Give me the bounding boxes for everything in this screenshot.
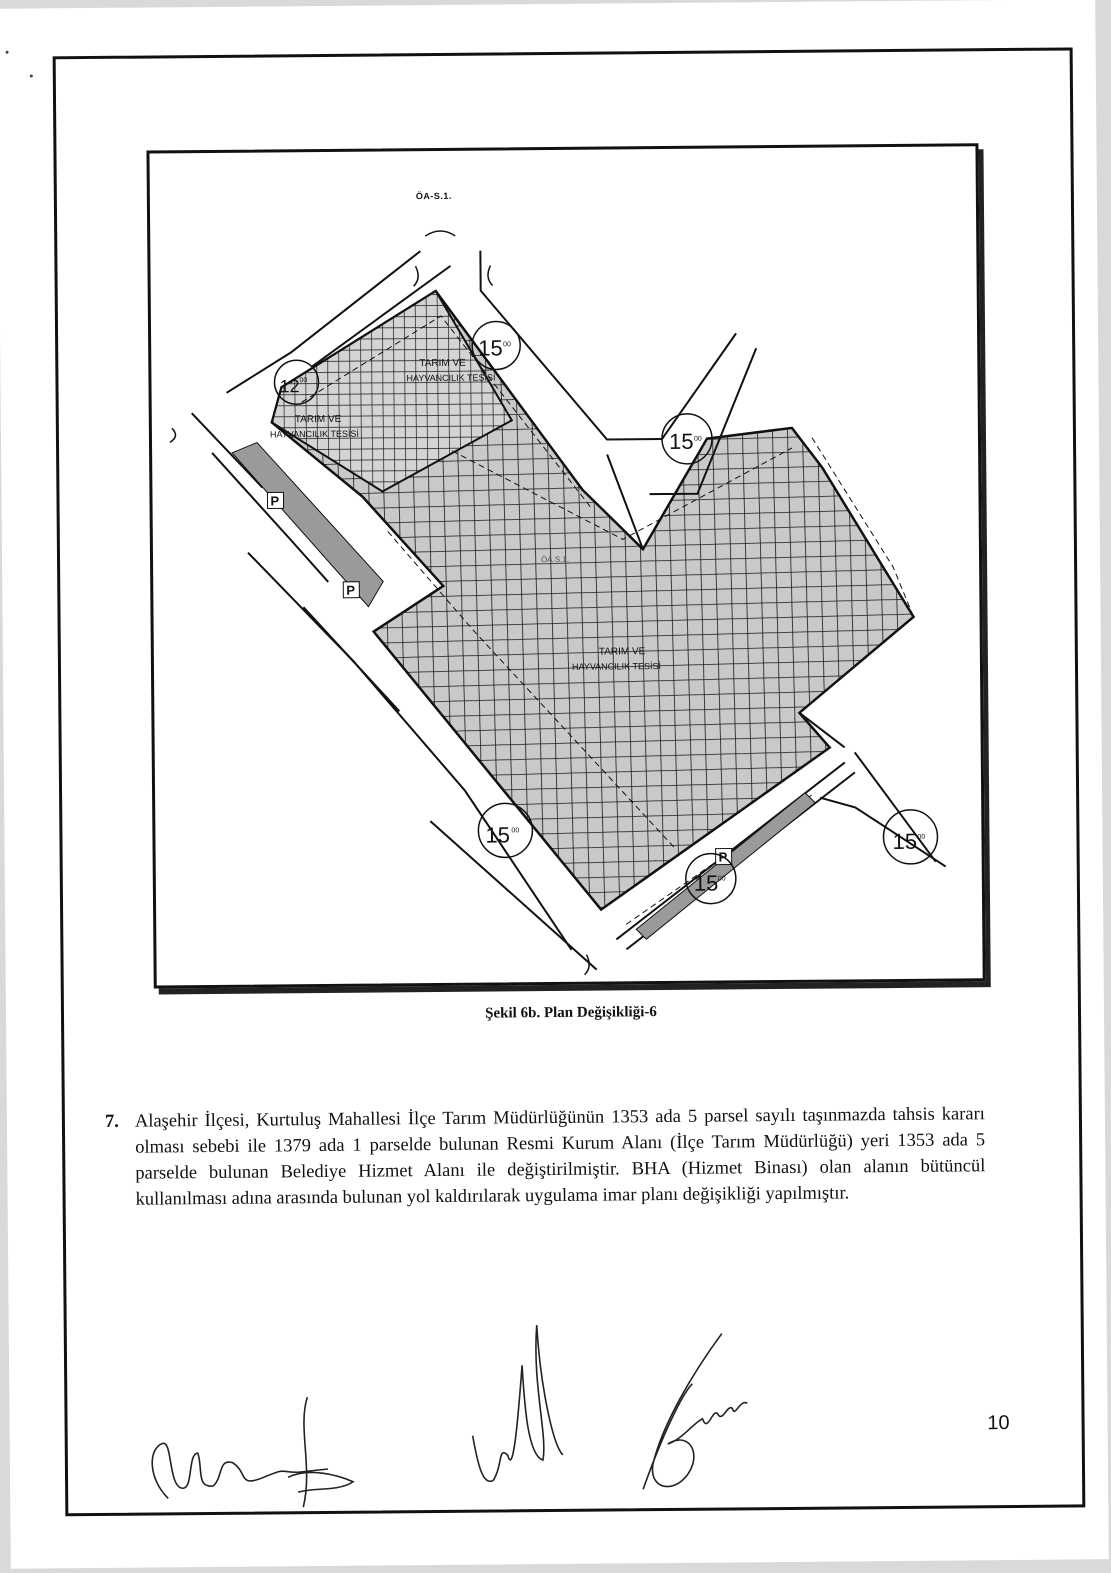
parking-symbol-text: P [718, 849, 728, 865]
center-zone-label: ÖA.S.1. [541, 554, 570, 565]
scan-speck [30, 75, 33, 78]
road-width-unit: 00 [299, 377, 308, 385]
road-width-label: 15 [485, 822, 511, 848]
road-width-label: 15 [668, 428, 694, 454]
item-text: Alaşehir İlçesi, Kurtuluş Mahallesi İlçe Tarım Müdürlüğünün 1353 ada 5 parsel sayılı taşınmazda tahsis kararı olması sebebi ile 1379 ada 1 parselde bulunan Resmi Kurum Alanı (İlçe Tarım Müdürlüğü) yeri 1353 ada 5 parselde bulunan Belediye Hizmet Alanı ile değiştirilmiştir. BHA (Hizmet Binası) olan alanın bütüncül kullanılması adına arasında bulunan yol kaldırılarak uygulama imar planı değişikliği yapılmıştır. [134, 1104, 986, 1210]
map-top-label: ÖA-S.1. [415, 190, 452, 202]
zone-label-line2: HAYVANCILIK TESİSİ [406, 372, 496, 384]
road-width-label: 12 [279, 376, 300, 397]
item-number: 7. [104, 1111, 119, 1132]
road-width-unit: 00 [503, 341, 511, 349]
plan-map [146, 143, 985, 988]
road-width-label: 15 [478, 335, 503, 361]
page-border [53, 47, 1086, 1516]
plan-drawing [149, 146, 982, 985]
parking-symbol-text: P [346, 582, 356, 598]
page-number: 10 [987, 1412, 1010, 1435]
road-width-unit: 00 [717, 875, 726, 883]
figure-caption: Şekil 6b. Plan Değişikliği-6 [485, 1004, 657, 1022]
zone-label-line1: TARIM VE [294, 413, 342, 426]
road-width-unit: 00 [511, 827, 520, 835]
scan-speck [6, 51, 9, 54]
zone-label-line1: TARIM VE [598, 646, 646, 658]
zone-label-line2: HAYVANCILIK TESİSİ [571, 661, 662, 672]
zone-label-line2: HAYVANCILIK TESİSİ [269, 428, 360, 440]
signature-3 [622, 1313, 774, 1504]
zone-label-line1: TARIM VE [419, 357, 466, 370]
road-width-label: 15 [892, 828, 918, 855]
list-item [104, 1101, 986, 1212]
road-width-label: 15 [693, 870, 719, 896]
road-width-unit: 00 [917, 833, 926, 841]
parking-symbol-text: P [270, 493, 280, 509]
road-width-unit: 00 [693, 435, 702, 443]
signature-2 [462, 1305, 584, 1506]
signature-1 [137, 1357, 368, 1519]
